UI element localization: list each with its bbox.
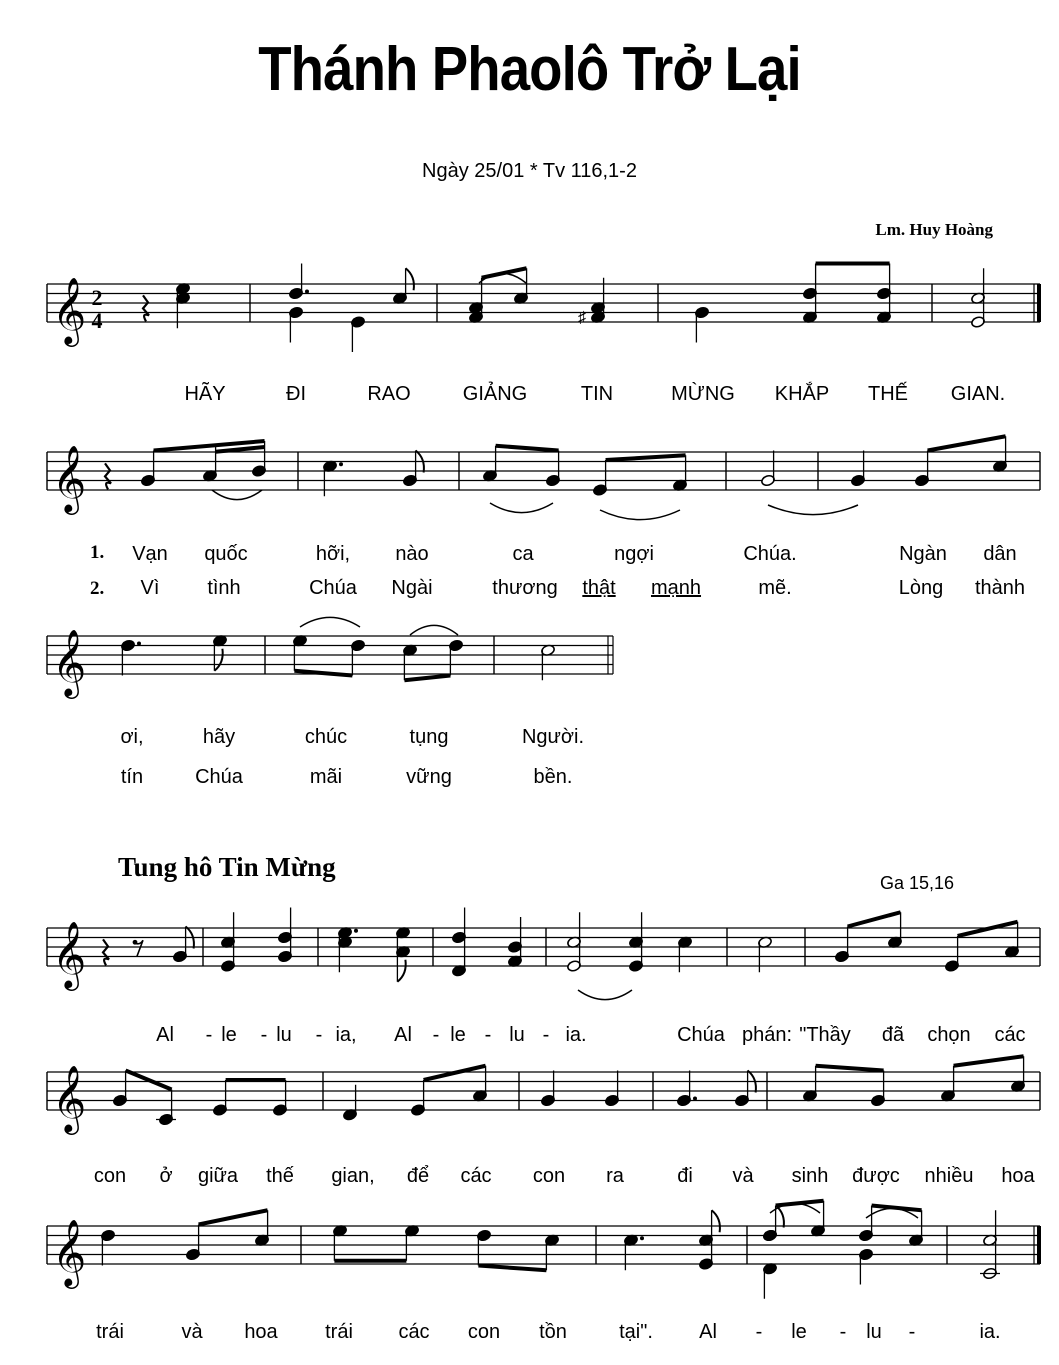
lyric-syllable: các [994, 1024, 1026, 1046]
lyric-syllable: TIN [580, 383, 614, 405]
lyric-syllable: KHẮP [774, 383, 830, 405]
lyric-syllable: - [205, 1024, 213, 1046]
lyric-syllable: để [406, 1165, 430, 1187]
lyric-syllable: tại". [619, 1321, 653, 1343]
lyric-syllable: - [315, 1024, 323, 1046]
lyric-syllable: ngợi [614, 543, 654, 565]
beam [928, 436, 1006, 450]
note-flag [397, 960, 405, 982]
lyric-syllable: Al [394, 1024, 412, 1046]
dot [305, 290, 309, 294]
acclamation-reference: Ga 15,16 [880, 873, 955, 893]
lyric-syllable: đã [881, 1024, 905, 1046]
slur [300, 617, 360, 627]
lyric-syllable: - [260, 1024, 268, 1046]
beam [199, 1210, 268, 1224]
lyric-syllable: sinh [791, 1165, 829, 1187]
lyric-syllable: ca [512, 543, 534, 565]
verse-number-2: 2. [90, 578, 105, 599]
lyric-syllable: GIAN. [950, 383, 1006, 405]
lyric-syllable: mẽ. [758, 577, 792, 599]
quarter-rest [103, 939, 109, 965]
lyric-syllable: con [467, 1321, 501, 1343]
lyric-syllable: - [542, 1024, 550, 1046]
lyric-syllable: quốc [204, 543, 248, 565]
lyric-syllable: - [908, 1321, 916, 1343]
acclamation-title: Tung hô Tin Mừng [118, 852, 336, 882]
beam [606, 455, 686, 460]
lyric-syllable: bền. [533, 766, 573, 788]
lyric-syllable: mạnh [650, 577, 702, 599]
treble-clef-icon: 𝄞 [52, 1064, 87, 1132]
lyric-syllable: lu [276, 1024, 292, 1046]
beam [216, 447, 265, 452]
lyric-syllable: nào [395, 543, 429, 565]
beam [404, 676, 450, 681]
lyric-syllable: "Thầy [799, 1024, 851, 1046]
treble-clef-icon: 𝄞 [52, 920, 87, 988]
lyric-syllable: ơi, [120, 726, 144, 748]
lyric-syllable: THẾ [868, 383, 908, 405]
lyric-syllable: trái [325, 1321, 353, 1343]
sharp-icon: ♯ [578, 309, 586, 327]
note-flag [712, 1210, 720, 1232]
beam [496, 446, 559, 451]
lyric-syllable: chọn [927, 1024, 971, 1046]
lyric-syllable: GIẢNG [462, 383, 528, 405]
lyric-syllable: hoa [244, 1321, 278, 1343]
beam [872, 1206, 922, 1211]
lyric-syllable: - [432, 1024, 440, 1046]
note-flag [406, 268, 414, 290]
lyric-syllable: Chúa. [743, 543, 797, 565]
dot [137, 642, 141, 646]
lyric-syllable: và [181, 1321, 203, 1343]
lyric-syllable: le [791, 1321, 807, 1343]
lyric-syllable: các [460, 1165, 492, 1187]
dot [339, 462, 343, 466]
lyric-syllable: mãi [309, 766, 343, 788]
lyric-syllable: thành [974, 577, 1026, 599]
beam [958, 922, 1018, 936]
lyric-syllable: Vì [140, 577, 160, 599]
lyric-syllable: RAO [367, 383, 411, 405]
slur [600, 510, 680, 520]
lyric-syllable: HÃY [184, 383, 226, 405]
lyric-syllable: và [732, 1165, 754, 1187]
lyric-syllable: Chúa [677, 1024, 725, 1046]
lyric-syllable: gian, [331, 1165, 375, 1187]
composer: Lm. Huy Hoàng [875, 220, 993, 239]
treble-clef-icon: 𝄞 [52, 1218, 87, 1286]
lyric-syllable: le [450, 1024, 466, 1046]
lyric-syllable: Al [699, 1321, 717, 1343]
beam [816, 1066, 884, 1071]
lyric-syllable: Ngài [391, 577, 433, 599]
lyric-syllable: được [852, 1165, 900, 1187]
lyric-syllable: - [755, 1321, 763, 1343]
final-barline [1037, 1226, 1041, 1264]
lyric-syllable: các [398, 1321, 430, 1343]
lyric-syllable: le [221, 1024, 237, 1046]
lyric-syllable: Lòng [898, 577, 944, 599]
lyric-syllable: Chúa [309, 577, 357, 599]
slur [410, 625, 458, 635]
slur [768, 505, 858, 515]
beam [954, 1056, 1024, 1066]
lyric-syllable: con [532, 1165, 566, 1187]
lyric-syllable: ia. [565, 1024, 587, 1046]
lyric-syllable: tín [120, 766, 144, 788]
lyric-syllable: Ngàn [899, 543, 947, 565]
lyric-syllable: MỪNG [671, 383, 735, 405]
lyric-syllable: lu [866, 1321, 882, 1343]
lyric-syllable: ĐI [286, 383, 306, 405]
beam [126, 1071, 172, 1090]
lyric-syllable: lu [509, 1024, 525, 1046]
slur [578, 990, 632, 1000]
lyric-syllable: ia. [979, 1321, 1001, 1343]
lyric-syllable: dân [983, 543, 1017, 565]
verse-number-1: 1. [90, 542, 105, 563]
lyric-syllable: hãy [202, 726, 236, 748]
lyric-syllable: Người. [521, 726, 585, 748]
lyric-syllable: - [484, 1024, 492, 1046]
treble-clef-icon: 𝄞 [52, 444, 87, 512]
lyric-syllable: - [839, 1321, 847, 1343]
treble-clef-icon: 𝄞 [52, 276, 87, 344]
beam [478, 1266, 546, 1271]
treble-clef-icon: 𝄞 [52, 628, 87, 696]
lyric-syllable: hoa [1001, 1165, 1035, 1187]
dot [354, 929, 358, 933]
lyric-syllable: tụng [409, 726, 449, 748]
lyric-syllable: Al [156, 1024, 174, 1046]
lyric-syllable: tình [207, 577, 241, 599]
lyric-syllable: vững [406, 766, 452, 788]
note-flag [214, 649, 222, 671]
lyric-syllable: hỡi, [315, 543, 351, 565]
slur [212, 490, 262, 500]
song-title: Thánh Phaolô Trở Lại [258, 35, 801, 104]
slur [490, 503, 553, 513]
lyric-syllable: con [93, 1165, 127, 1187]
lyric-syllable: ia, [335, 1024, 357, 1046]
lyric-syllable: phán: [741, 1024, 793, 1046]
lyric-syllable: thật [582, 577, 616, 599]
lyric-syllable: nhiều [924, 1165, 974, 1187]
lyric-syllable: ở [159, 1165, 173, 1187]
quarter-rest [143, 295, 149, 321]
lyric-syllable: đi [677, 1165, 693, 1187]
final-barline [1037, 284, 1041, 322]
beam [294, 671, 352, 676]
beam [424, 1066, 486, 1080]
lyric-syllable: trái [96, 1321, 124, 1343]
lyric-syllable: thế [266, 1165, 294, 1187]
lyric-syllable: ra [606, 1165, 624, 1187]
lyric-syllable: Vạn [132, 543, 168, 565]
lyric-syllable: giữa [197, 1165, 239, 1187]
lyric-syllable: chúc [304, 726, 348, 748]
lyric-syllable: tồn [539, 1321, 567, 1343]
lyric-syllable: thương [492, 577, 558, 599]
time-signature-top: 2 [91, 285, 103, 310]
dot [640, 1236, 644, 1240]
song-subtitle: Ngày 25/01 * Tv 116,1-2 [422, 160, 637, 182]
lyric-syllable: Chúa [195, 766, 243, 788]
dot [693, 1097, 697, 1101]
beam [848, 912, 901, 926]
time-signature-bottom: 4 [91, 308, 103, 333]
quarter-rest [105, 463, 111, 489]
